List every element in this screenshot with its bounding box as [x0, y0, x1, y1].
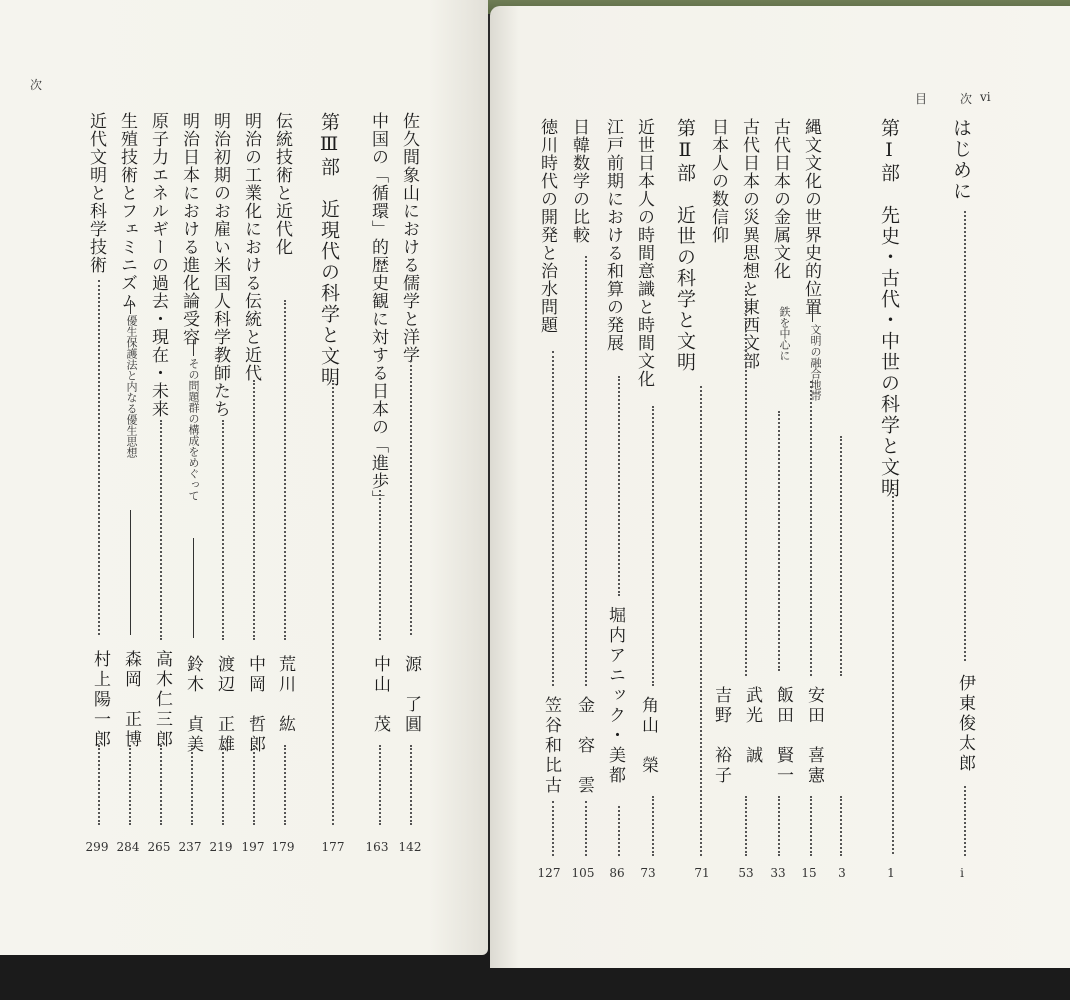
- toc-entry-author: 武光 誠: [742, 686, 762, 766]
- part-heading: 第Ⅲ部 近現代の科学と文明: [318, 112, 340, 388]
- toc-entry-page: 219: [209, 840, 233, 854]
- dot-leader: [618, 806, 620, 856]
- toc-entry-title: 佐久間象山における儒学と洋学: [399, 112, 419, 364]
- dot-leader: [284, 745, 286, 825]
- dot-leader: [410, 745, 412, 825]
- toc-entry-subtitle: 優生保護法と内なる優生思想: [125, 315, 138, 458]
- dot-leader: [840, 796, 842, 856]
- dot-leader: [552, 801, 554, 856]
- toc-entry-page: 3: [838, 866, 846, 880]
- dot-leader: [332, 380, 334, 825]
- toc-entry-page: 105: [571, 866, 595, 880]
- toc-entry-page: 177: [321, 840, 345, 854]
- toc-entry-title: 中国の「循環」的歴史観に対する日本の「進歩」: [368, 112, 388, 508]
- toc-entry-author: 中山 茂: [370, 655, 390, 735]
- toc-entry-page: 71: [694, 866, 710, 880]
- dot-leader: [840, 436, 842, 676]
- subtitle-dash: [193, 538, 194, 638]
- toc-entry-author: 安田 喜憲: [804, 686, 824, 786]
- right-page: [490, 6, 1070, 968]
- toc-entry-title: 明治初期のお雇い米国人科学教師たち: [210, 112, 230, 418]
- toc-entry-page: 53: [738, 866, 754, 880]
- dot-leader: [745, 796, 747, 856]
- subtitle-dash: [130, 510, 131, 635]
- dot-leader: [892, 484, 894, 854]
- toc-entry-author: 金 容 雲: [574, 696, 594, 796]
- toc-entry-title: 徳川時代の開発と治水問題: [537, 118, 557, 334]
- toc-entry-title: 江戸前期における和算の発展: [603, 118, 623, 352]
- toc-entry-author: 角山 榮: [638, 696, 658, 776]
- dot-leader: [284, 300, 286, 640]
- toc-entry-page: 179: [271, 840, 295, 854]
- dot-leader: [222, 420, 224, 640]
- toc-entry-page: 33: [770, 866, 786, 880]
- toc-entry-page: 1: [887, 866, 895, 880]
- running-head-page-number: vi: [980, 90, 991, 104]
- left-page: [0, 0, 488, 955]
- dot-leader: [253, 380, 255, 640]
- toc-entry-author: 荒川 紘: [275, 655, 295, 735]
- toc-entry-title: 近世日本人の時間意識と時間文化: [634, 118, 654, 388]
- toc-entry-title: 明治日本における進化論受容: [179, 112, 199, 346]
- toc-entry-author: 渡辺 正雄: [214, 655, 234, 755]
- dot-leader: [585, 256, 587, 686]
- dot-leader: [810, 796, 812, 856]
- dot-leader: [129, 745, 131, 825]
- part-heading: 第Ⅰ部 先史・古代・中世の科学と文明: [878, 118, 900, 499]
- dot-leader: [222, 745, 224, 825]
- dot-leader: [652, 796, 654, 856]
- dot-leader: [98, 745, 100, 825]
- toc-entry-page: 86: [609, 866, 625, 880]
- dot-leader: [585, 801, 587, 856]
- part-heading: 第Ⅱ部 近世の科学と文明: [674, 118, 696, 373]
- toc-entry-page: 142: [398, 840, 422, 854]
- toc-entry-author: 中岡 哲郎: [245, 655, 265, 755]
- toc-entry-page: 284: [116, 840, 140, 854]
- subtitle-dash: [130, 300, 131, 314]
- toc-entry-title: 日本人の数信仰: [708, 118, 728, 244]
- toc-entry-title: 明治の工業化における伝統と近代: [241, 112, 261, 382]
- toc-entry-page: i: [960, 866, 964, 880]
- dot-leader: [191, 745, 193, 825]
- dot-leader: [98, 280, 100, 635]
- toc-entry-author: 村上陽一郎: [90, 650, 110, 750]
- toc-entry-author: 鈴木 貞美: [183, 655, 203, 755]
- dot-leader: [552, 351, 554, 686]
- running-head-left: 次: [30, 78, 43, 92]
- dot-leader: [964, 786, 966, 856]
- dot-leader: [810, 381, 812, 676]
- toc-entry-title: 生殖技術とフェミニズム: [117, 112, 137, 310]
- toc-entry-title: 古代日本の金属文化: [770, 118, 790, 280]
- toc-entry-page: 197: [241, 840, 265, 854]
- toc-entry-title: 縄文文化の世界史的位置: [801, 118, 821, 316]
- running-head-right-1: 目: [915, 92, 928, 106]
- toc-entry-author: 吉野 裕子: [711, 686, 731, 786]
- toc-entry-page: 127: [537, 866, 561, 880]
- dot-leader: [410, 360, 412, 635]
- toc-entry-page: 299: [85, 840, 109, 854]
- toc-entry-author: 飯田 賢一: [773, 686, 793, 786]
- dot-leader: [379, 490, 381, 640]
- dot-leader: [160, 745, 162, 825]
- toc-entry-title: 古代日本の災異思想と東西文部: [739, 118, 759, 370]
- dot-leader: [160, 420, 162, 640]
- toc-entry-page: 237: [178, 840, 202, 854]
- toc-entry-page: 73: [640, 866, 656, 880]
- toc-entry-title: 伝統技術と近代化: [272, 112, 292, 256]
- dot-leader: [778, 411, 780, 671]
- toc-entry-author: 源 了圓: [401, 655, 421, 735]
- subtitle-dash: [193, 340, 194, 356]
- toc-entry-subtitle: 鉄を中心に: [778, 306, 791, 361]
- toc-entry-author: 堀内アニック・美都: [605, 606, 625, 786]
- dot-leader: [379, 745, 381, 825]
- dot-leader: [618, 376, 620, 596]
- toc-entry-author: 伊東俊太郎: [955, 674, 975, 774]
- toc-entry-title: 日韓数学の比較: [569, 118, 589, 244]
- toc-entry-author: 笠谷和比古: [541, 696, 561, 796]
- toc-entry-page: 15: [801, 866, 817, 880]
- dot-leader: [778, 796, 780, 856]
- toc-entry-subtitle: 文明の融合地帯: [809, 324, 822, 401]
- running-head-right-2: 次: [960, 92, 973, 106]
- dot-leader: [652, 406, 654, 686]
- dot-leader: [745, 286, 747, 676]
- dot-leader: [700, 386, 702, 856]
- dot-leader: [253, 745, 255, 825]
- dot-leader: [964, 211, 966, 661]
- toc-entry-page: 163: [365, 840, 389, 854]
- toc-entry-title: 原子力エネルギーの過去・現在・未来: [148, 112, 168, 418]
- toc-entry-title: はじめに: [950, 118, 972, 202]
- toc-entry-page: 265: [147, 840, 171, 854]
- subtitle-dash: [812, 306, 813, 322]
- toc-entry-title: 近代文明と科学技術: [86, 112, 106, 274]
- toc-entry-author: 森岡 正博: [121, 650, 141, 750]
- toc-entry-subtitle: その問題群の構成をめぐって: [187, 358, 200, 501]
- toc-entry-author: 高木仁三郎: [152, 650, 172, 750]
